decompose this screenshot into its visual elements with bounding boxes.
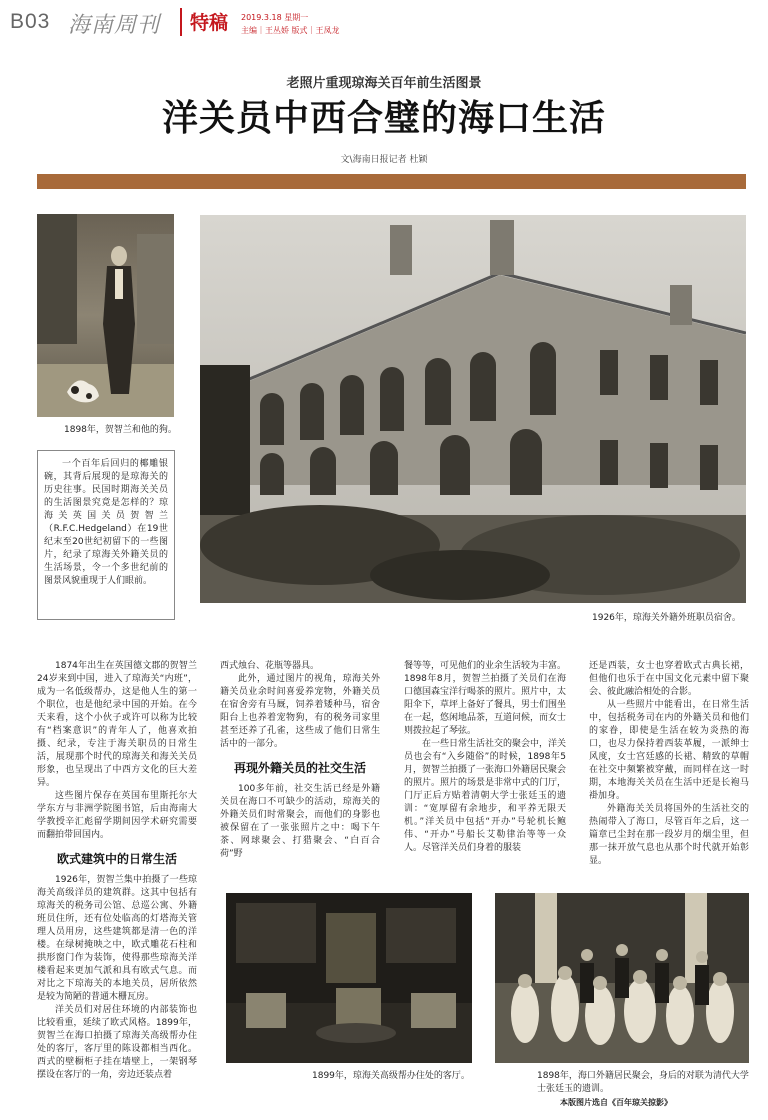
parlor-caption: 1899年，琼海关高级帮办住处的客厅。	[312, 1071, 470, 1081]
staff-dormitory-caption: 1926年，琼海关外籍外班职员宿舍。	[592, 613, 741, 623]
parlor-photo	[226, 893, 472, 1063]
paragraph: 1874年出生在英国德文郡的贺智兰24岁来到中国，进入了琼海关“内班”，成为一名低级帮办，这是他人生的第一个职位，也是他纪录中国的开始。在今天来看，这个小伙子或许可以称为比较有“档案意识”的青年人了，他喜欢拍摄、纪录，专注于海关职员的日常生活，展现那个时代的琼海关和海关关员形象，也呈现出了中西方文化的巨大差异。	[37, 661, 197, 788]
parlor-photo-image	[226, 893, 472, 1063]
editor-credits: 主编｜王丛娇 版式｜王凤龙	[241, 26, 340, 35]
article-column-1	[37, 660, 197, 1082]
staff-dormitory-photo-image	[200, 215, 746, 603]
article-headline: 洋关员中西合璧的海口生活	[161, 98, 606, 139]
section-heading: 再现外籍关员的社交生活	[233, 761, 366, 775]
paragraph: 西式烛台、花瓶等器具。	[220, 661, 320, 671]
paragraph: 餐等等，可见他们的业余生活较为丰富。1898年8月，贺智兰拍摄了关员们在海口德国森宝洋行喝茶的照片。照片中，太阳伞下，草坪上备好了餐具，男士们围坐在一起，悠闲地品茶，互道问候，而女士则拨拉起了琴弦。	[404, 661, 567, 736]
article-column-2	[220, 660, 380, 861]
paragraph: 外籍海关关员将国外的生活社交的热闹带入了海口，尽管百年之后，这一篇章已尘封在那一段岁月的烟尘里，但那一抹开放气息也从那个时代就开始彰显。	[589, 804, 749, 866]
photo-source-credit: 本版图片选自《百年琼关掠影》	[560, 1098, 672, 1107]
paragraph: 此外，通过图片的视角，琼海关外籍关员业余时间喜爱养宠物，外籍关员在宿舍旁有马厩，饲养着矮种马，宿舍阳台上也养着宠物狗，有的税务司家里甚至还养了孔雀，这些成了他们日常生活中的一部分。	[220, 674, 380, 749]
title-divider-bar	[37, 174, 746, 189]
page-header	[0, 0, 768, 44]
paragraph: 在一些日常生活社交的聚会中，洋关员也会有“入乡随俗”的时候，1898年5月，贺智兰拍摄了一张海口外籍居民聚会的照片。照片的场景是非常中式的门厅，门厅正后方贴着清朝大学士张廷玉的遗训：“宽厚留有余地步，和平养无限天机。”洋关员中包括“开办”号轮机长鲍伟、“开办”号船长艾勒律治等等一众人。尽管洋关员们身着的服装	[404, 739, 567, 853]
residents-party-photo-image	[495, 893, 749, 1063]
hedgeland-dog-photo	[37, 214, 174, 417]
issue-date: 2019.3.18 星期一	[241, 13, 309, 22]
residents-party-caption: 1898年，海口外籍居民聚会，身后的对联为清代大学士张廷玉的遗训。	[537, 1071, 749, 1094]
paragraph: 从一些照片中能看出，在日常生活中，包括税务司在内的外籍关员和他们的家眷，即使是生活在较为炎热的海口，也尽力保持着西装革履，一派绅士风度，女士宫廷感的长裙、精致的草帽在社交中频繁被穿戴，而同样在这一时期，本地海关关员在生活中还是长袍马褂加身。	[589, 700, 749, 801]
publication-logo: 海南周刊	[68, 13, 161, 38]
paragraph: 100多年前，社交生活已经是外籍关员在海口不可缺少的活动，琼海关的外籍关员们时常聚会，而他们的身影也被保留在了一张张照片之中：喝下午茶、网球聚会、打猎聚会、“白百合荷”野	[220, 784, 380, 859]
paragraph: 洋关员们对居住环境的内部装饰也比较看重，延续了欧式风格。1899年，贺智兰在海口拍摄了琼海关高级帮办住处的客厅，客厅里的陈设都相当西化。西式的壁橱柜子挂在墙壁上，一架钢琴摆设在客厅的一角，旁边还装点着	[37, 1005, 197, 1080]
staff-dormitory-photo	[200, 215, 746, 603]
intro-paragraph: 一个百年后回归的椰雕银碗，其背后展现的是琼海关的历史往事。民国时期海关关员的生活图景究竟是怎样的？琼海关英国关员贺智兰（R.F.C.Hedgeland）在19世纪末至20世纪初留下的一些图片，纪录了琼海关外籍关员的生活场景，令一个多世纪前的图景风貌重现于人们眼前。	[44, 459, 168, 586]
article-kicker: 老照片重现琼海关百年前生活图景	[286, 76, 482, 91]
paragraph: 还是西装，女士也穿着欧式古典长裙，但他们也乐于在中国文化元素中留下聚会、彼此融洽相处的合影。	[589, 661, 749, 697]
article-byline: 文\海南日报记者 杜颖	[340, 155, 428, 165]
article-column-4	[589, 660, 749, 868]
section-heading: 欧式建筑中的日常生活	[56, 852, 177, 866]
page-number: B03	[10, 10, 51, 33]
paragraph: 这些图片保存在英国布里斯托尔大学东方与非洲学院图书馆，后由海南大学教授辛汇彪留学期间因学术研究需要而翻拍带回国内。	[37, 791, 197, 840]
hedgeland-dog-caption: 1898年，贺智兰和他的狗。	[64, 425, 177, 435]
article-column-3	[404, 660, 566, 855]
section-tag: 特稿	[180, 8, 228, 36]
hedgeland-dog-photo-image	[37, 214, 174, 417]
paragraph: 1926年，贺智兰集中拍摄了一些琼海关高级洋员的建筑群。这其中包括有琼海关的税务司公馆、总巡公寓、外籍班员住所，还有位处临高的灯塔海关管理人员用房，这些建筑都是清一色的洋楼。在绿树掩映之中，欧式雕花石柱和拱形窗门作为装饰，使得那些琼海关洋楼看起来更加气派和具有欧式气息。而对比之下琼海关的本地关员，居所依然是较为简陋的普通木栅瓦房。	[37, 875, 197, 1002]
residents-party-photo	[495, 893, 749, 1063]
